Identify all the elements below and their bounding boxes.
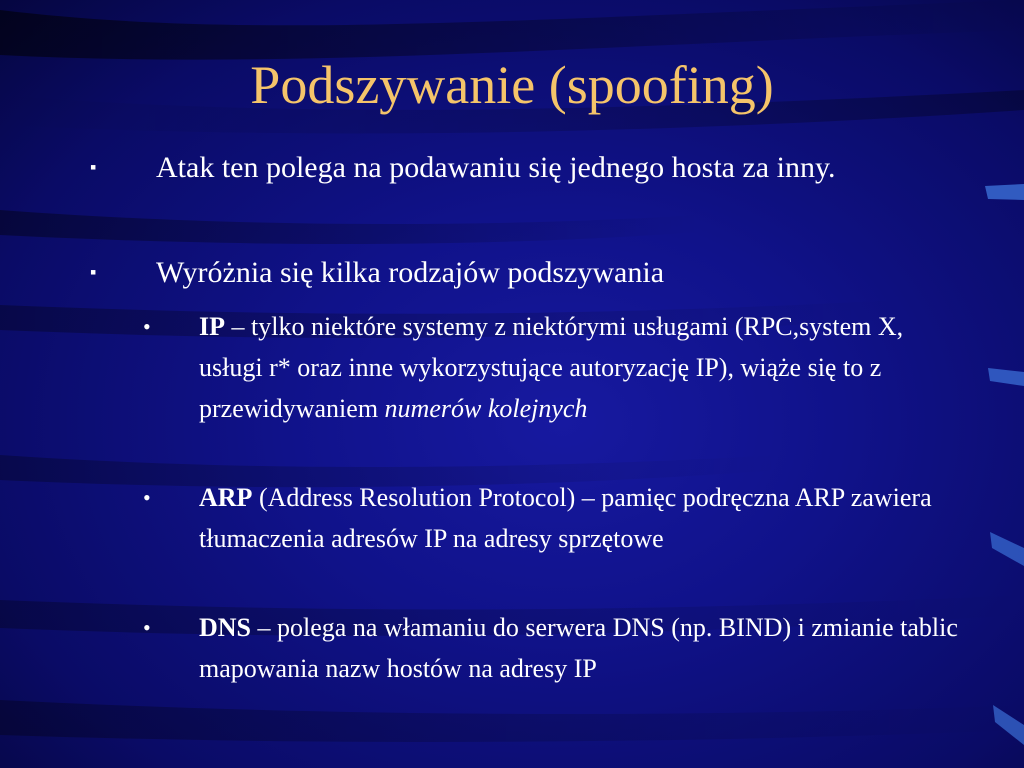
subbullet-text xyxy=(199,607,959,689)
round-bullet-icon: • xyxy=(143,485,151,510)
subbullet-body: – tylko niektóre systemy z niektórymi usługami (RPC,system X, usługi r* oraz inne wykorzystujące autoryzację IP), wiąże się to z przewidywaniem xyxy=(199,312,904,423)
bullet-text: Wyróżnia się kilka rodzajów podszywania xyxy=(156,256,665,289)
subbullet-term: ARP xyxy=(199,483,253,512)
round-bullet-icon: • xyxy=(143,314,151,339)
subbullet-body: – polega na włamaniu do serwera DNS (np. BIND) i zmianie tablic mapowania nazw hostów na adresy IP xyxy=(199,613,958,683)
square-bullet-icon: ▪ xyxy=(90,157,97,177)
subbullet-body: (Address Resolution Protocol) – pamięc podręczna ARP zawiera tłumaczenia adresów IP na adresy sprzętowe xyxy=(199,483,932,553)
subbullet-emphasis: numerów kolejnych xyxy=(384,394,588,423)
subbullet-text xyxy=(199,477,959,559)
bullet-text: Atak ten polega na podawaniu się jednego hosta za inny. xyxy=(156,151,836,184)
subbullet-term: DNS xyxy=(199,613,252,642)
round-bullet-icon: • xyxy=(143,615,151,640)
subbullet-text xyxy=(199,306,959,429)
square-bullet-icon: ▪ xyxy=(90,262,97,282)
slide-title: Podszywanie (spoofing) xyxy=(250,55,774,115)
subbullet-term: IP xyxy=(199,312,225,341)
